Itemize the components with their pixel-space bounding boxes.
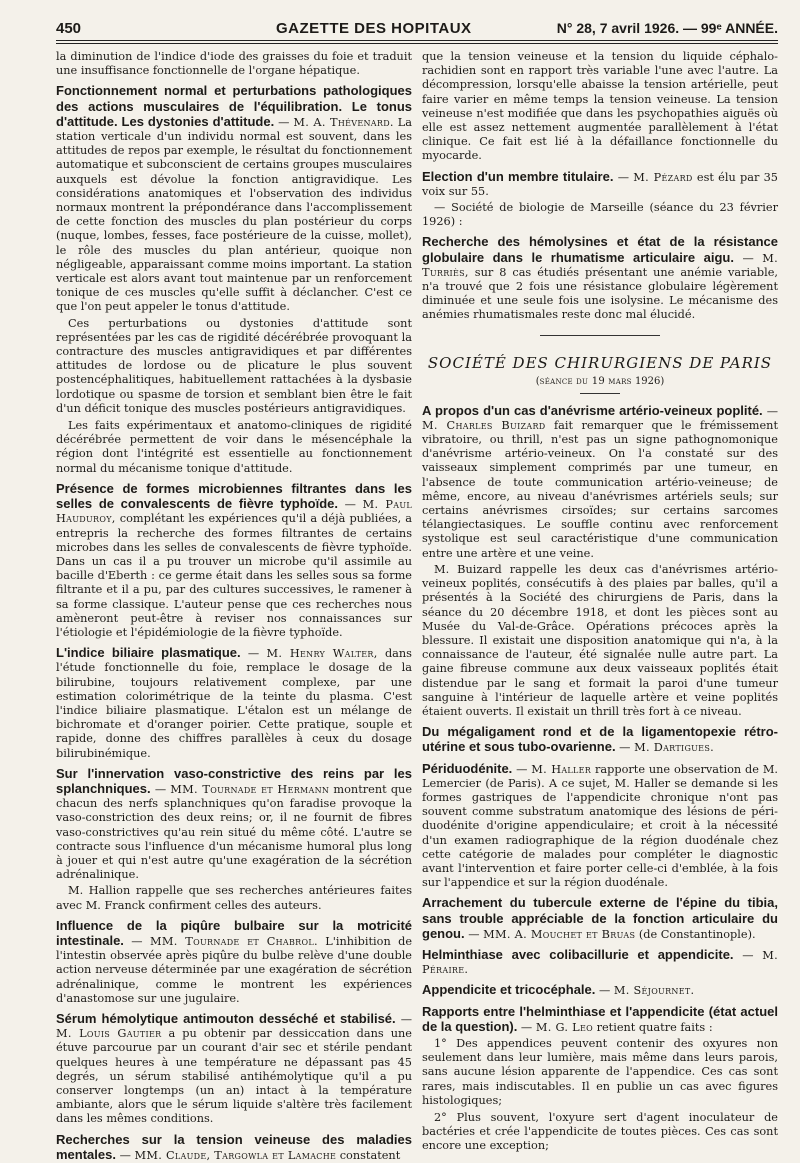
issue-info: N° 28, 7 avril 1926. — 99ᵉ ANNÉE. (556, 20, 778, 36)
subtitle-open: ( (535, 375, 540, 387)
section-title: SOCIÉTÉ DES CHIRURGIENS DE PARIS (427, 353, 773, 372)
article: Sur l'innervation vaso-constrictive des reins par les splanchniques. — MM. Tournade et Hermann montrent que chacun des nerfs splanchniques qu'on faradise provoque la vaso-constriction des deux reins; or, il ne fournit de fibres vaso-constrictives qu'au rein situé du même côté. L'autre se contracte sous l'influence d'un mécanisme humoral plus long à jouer et qui n'est autre qu'une exagération de la sécrétion adrénalinique. (56, 765, 413, 882)
article-title: Présence de formes microbiennes filtrantes dans les selles de convalescents de fièvre typhoïde. (56, 480, 412, 512)
article-text: rapporte une observation de M. Lemercier (de Paris). A ce sujet, M. Haller se demande si les formes gastriques de l'appendicite chronique n'ont pas souvent comme substratum anatomique des lésions de péri-duodénite d'origine appendiculaire; et croit à la nécessité d'un examen radiographique de la région duodénale chez cette catégorie de malades pour compléter le diagnostic avant l'intervention et faire porter celle-ci d'emblée, à la fois sur l'appendice et sur la région duodénale. (422, 762, 778, 890)
paragraph: M. Hallion rappelle que ses recherches antérieures faites avec M. Franck confirment celles des auteurs. (56, 884, 412, 912)
article-text: (de Constantinople). (638, 927, 756, 941)
paragraph: que la tension veineuse et la tension du liquide céphalo-rachidien sont en rapport très variable l'une avec l'autre. La décompression, lorsqu'elle abaisse la tension artérielle, peut faire varier en même temps la tension veineuse. La tension veineuse n'est modifiée que dans les psychopathies aiguës où elle est assez nettement augmentée parallèlement à l'état clinique. Ce fait est lié à la défaillance fonctionnelle du myocarde. (422, 50, 778, 163)
paragraph: Les faits expérimentaux et anatomo-cliniques de rigidité décérébrée permettent de voir dans le mésencéphale la région dont l'intégrité est essentielle au fonctionnement normal du mécanisme tonique d'attitude. (56, 419, 412, 475)
paragraph: la diminution de l'indice d'iode des graisses du foie et traduit une insuffisance fonctionnelle de l'organe hépatique. (56, 50, 412, 78)
article-author: M. Péraire. (422, 948, 778, 977)
article-title: Arrachement du tubercule externe de l'épine du tibia, sans trouble appréciable de la fonction articulaire du genou. (422, 895, 778, 941)
article: Rapports entre l'helminthiase et l'appendicite (état actuel de la question). — M. G. Leo retient quatre faits : (422, 1003, 778, 1034)
section-divider-short (580, 393, 620, 394)
article-title: Périduodénite. (422, 760, 513, 776)
article-author: MM. Claude, Targowla et Lamache (134, 1148, 337, 1162)
article-author: M. A. Thévenard. (293, 115, 394, 129)
article-text: sur 8 cas étudiés présentant une anémie variable, n'a trouvé que 2 fois une résistance globulaire légèrement diminuée et une seule fois une isolysine. Le mécanisme des anémies rhumatismales reste donc mal élucidé. (422, 265, 778, 322)
society-line: — Société de biologie de Marseille (séance du 23 février 1926) : (422, 201, 778, 229)
article-text: dans l'étude fonctionnelle du foie, remplace le dosage de la bilirubine, toujours relativement complexe, par une estimation colorimétrique de la teinte du plasma. C'est l'indice biliaire plasmatique. L'étalon est un mélange de bichromate et d'oranger poirier. Cette pratique, souple et rapide, donne des chiffres parallèles à ceux du dosage bilirubinémique. (56, 647, 412, 760)
article: Helminthiase avec colibacillurie et appendicite. — M. Péraire. (422, 946, 778, 977)
article-author: M. G. Leo (535, 1020, 593, 1034)
article-text: fait remarquer que le frémissement vibratoire, ou thrill, n'est pas un signe pathognomonique d'anévrisme artério-veineux. On l'a constaté sur des vaisseaux simplement comprimés par une tumeur, en l'absence de toute communication artério-veineuse; de même, encore, au niveau d'anévrismes artériels seuls; sur certains anévrismes cirsoïdes; sur certains sarcomes télangiectasiques. Le souffle continu avec renforcement systolique est seul caractéristique d'une communication entre une artère et une veine. (422, 418, 778, 560)
paragraph: Ces perturbations ou dystonies d'attitude sont représentées par les cas de rigidité décérébrée provoquant la contracture des muscles antigravidiques et par différentes attitudes de lordose ou de plicature le plus souvent postencéphalitiques, habituellement rattachées à la dysbasie lordotique ou spasme de torsion et semblant bien être le fait d'un déficit tonique des muscles postérieurs antigravidiques. (56, 316, 412, 415)
article-title: Appendicite et tricocéphale. (422, 982, 596, 998)
article: Recherches sur la tension veineuse des maladies mentales. — MM. Claude, Targowla et Lamache constatent (56, 1131, 412, 1162)
article-text: a pu obtenir par dessiccation dans une étuve parcourue par un courant d'air sec et stérile pendant quelques heures à une température ne dépassant pas 45 degrés, un sérum stabilisé antihémolytique qu'il a pu conserver longtemps (un an) intact à la température ambiante, alors que le sérum liquide s'altère très facilement dans les mêmes conditions. (56, 1027, 412, 1126)
article-title: Fonctionnement normal et perturbations pathologiques des actions musculaires de l'équilibration. Le tonus d'attitude. Les dystonies d'attitude. (56, 83, 412, 129)
article-title: L'indice biliaire plasmatique. (56, 645, 241, 661)
paragraph: 2° Plus souvent, l'oxyure sert d'agent inoculateur de bactéries et crée l'appendicite de toutes pièces. Ces cas sont encore une exception; (422, 1111, 778, 1153)
article-title: Recherches sur la tension veineuse des maladies mentales. (56, 1131, 412, 1162)
article: Périduodénite. — M. Haller rapporte une observation de M. Lemercier (de Paris). A ce sujet, M. Haller se demande si les formes gastriques de l'appendicite chronique n'ont pas souvent comme substratum anatomique des lésions de péri-duodénite d'origine appendiculaire; et croit à la nécessité d'un examen radiographique de la région duodénale chez cette catégorie de malades pour compléter le diagnostic avant l'intervention et faire porter celle-ci d'emblée, à la fois sur l'appendice et sur la région duodénale. (422, 760, 778, 890)
article-author: M. Turriès, (422, 251, 779, 279)
article-title: Election d'un membre titulaire. (422, 168, 614, 184)
article-title: A propos d'un cas d'anévrisme artério-veineux poplité. (422, 402, 763, 418)
article-text: est élu par 35 voix sur 55. (422, 170, 778, 198)
article-author: M. Séjournet. (613, 984, 695, 998)
paragraph: M. Buizard rappelle les deux cas d'anévrismes artério-veineux poplités, consécutifs à des plaies par balles, qu'il a présentés à la Société des chirurgiens de Paris, dans la séance du 20 décembre 1918, et dont les pièces sont au Musée du Val-de-Grâce. Opérations précoces après la blessure. Il existait une disposition anatomique qui n'a, à la connaissance de l'auteur, été signalée nulle autre part. La gaine fibreuse commune aux deux vaisseaux poplités était distendue par le sang et formait la paroi d'une tumeur sanguine à l'intérieur de laquelle artère et veine poplités étaient ouverts. Il existait un thrill très fort à ce niveau. (422, 562, 778, 718)
subtitle-seance: séance (539, 375, 573, 387)
article-title: Recherche des hémolysines et état de la résistance globulaire dans le rhumatisme articulaire aigu. (422, 234, 778, 265)
left-column (56, 50, 413, 1162)
article-text: L'inhibition de l'intestin observée après piqûre du bulbe relève d'une double action nerveuse déterminée par une exagération de sécrétion adrénalinique, comme le montrent les expériences d'anastomose sur une jugulaire. (56, 934, 413, 1005)
right-column (422, 50, 779, 1153)
text-columns (56, 50, 779, 1162)
article-author: M. Paul Hauduroy, (56, 498, 412, 526)
article: Présence de formes microbiennes filtrantes dans les selles de convalescents de fièvre typhoïde. — M. Paul Hauduroy, complétant les expériences qu'il a déjà publiées, a entrepris la recherche des formes filtrantes de certains microbes dans les selles de convalescents de fièvre typhoïde. Dans un cas il a pu trouver un microbe qu'il assimile au bacille d'Eberth : ce germe était dans les selles sous sa forme filtrante et il a pu, par des cultures successives, le ramener à sa forme classique. L'auteur pense que ces recherches nous amèneront peut-être à reviser nos connaissances sur l'étiologie et l'épidémiologie de la fièvre typhoïde. (56, 480, 413, 639)
article-title: Sérum hémolytique antimouton desséché et stabilisé. (56, 1011, 396, 1026)
article-author: M. Dartigues. (634, 741, 714, 755)
article: Appendicite et tricocéphale. — M. Séjournet. (422, 982, 695, 998)
article: Arrachement du tubercule externe de l'épine du tibia, sans trouble appréciable de la fonction articulaire du genou. — MM. A. Mouchet et Bruas (de Constantinople). (422, 895, 778, 941)
article: Recherche des hémolysines et état de la résistance globulaire dans le rhumatisme articulaire aigu. — M. Turriès, sur 8 cas étudiés présentant une anémie variable, n'a trouvé que 2 fois une résistance globulaire légèrement diminuée et une seule fois une isolysine. Le mécanisme des anémies rhumatismales reste donc mal élucidé. (422, 234, 779, 322)
article-title: Du mégaligament rond et de la ligamentopexie rétro-utérine et sous tubo-ovarienne. (422, 724, 778, 755)
article-title: Helminthiase avec colibacillurie et appendicite. (422, 946, 734, 962)
article-text: constatent (339, 1148, 401, 1162)
article-text: montrent que chacun des nerfs splanchniques qu'on faradise provoque la vaso-constriction des deux reins; or, il ne fournit de fibres vaso-constrictives qu'au rein situé du même côté. L'autre se contracte sous l'influence d'un mécanisme humoral plus long à jouer et qui n'est autre qu'une exagération de la sécrétion adrénalinique. (56, 782, 413, 882)
subtitle-day: du 19 (576, 375, 606, 387)
article-author: MM. A. Mouchet et Bruas (483, 927, 636, 941)
article-text: retient quatre faits : (596, 1020, 713, 1034)
article-author: M. Henry Walter, (266, 647, 378, 661)
article: Election d'un membre titulaire. — M. Pézard est élu par 35 voix sur 55. (422, 168, 778, 198)
publication-title: GAZETTE DES HOPITAUX (276, 20, 472, 37)
article-author: M. Louis Gautier (56, 1027, 162, 1041)
article: Influence de la piqûre bulbaire sur la motricité intestinale. — MM. Tournade et Chabrol. L'inhibition de l'intestin observée après piqûre du bulbe relève d'une double action nerveuse déterminée par une exagération de sécrétion adrénalinique, comme le montrent les expériences d'anastomose sur une jugulaire. (56, 917, 413, 1005)
article-author: M. Charles Buizard (422, 418, 546, 432)
article-title: Influence de la piqûre bulbaire sur la motricité intestinale. (56, 917, 412, 948)
page-number: 450 (56, 20, 82, 37)
article-author: M. Pézard (633, 170, 693, 184)
article-author: MM. Tournade et Hermann (170, 782, 330, 796)
article-title: Rapports entre l'helminthiase et l'appendicite (état actuel de la question). (422, 1003, 778, 1034)
article-text: complétant les expériences qu'il a déjà publiées, a entrepris la recherche des formes filtrantes de certains microbes dans les selles de convalescents de fièvre typhoïde. Dans un cas il a pu trouver un microbe qu'il assimile au bacille d'Eberth : ce germe était dans les selles sous sa forme filtrante et il a pu, par des cultures successives, le ramener à sa forme classique. L'auteur pense que ces recherches nous amèneront peut-être à reviser nos connaissances sur l'étiologie et l'épidémiologie de la fièvre typhoïde. (56, 512, 413, 639)
paragraph: 1° Des appendices peuvent contenir des oxyures non seulement dans leur lumière, mais même dans leurs parois, sans aucune lésion apparente de l'appendice. Ces cas sont rares, mais indiscutables. Il en publie un cas avec figures histologiques; (422, 1036, 778, 1107)
article: A propos d'un cas d'anévrisme artério-veineux poplité. — M. Charles Buizard fait remarquer que le frémissement vibratoire, ou thrill, n'est pas un signe pathognomonique d'anévrisme artério-veineux. On l'a constaté sur des vaisseaux simplement comprimés par une tumeur, en l'absence de toute communication artério-veineuse; de même, encore, au niveau d'anévrismes artériels seuls; sur certains anévrismes cirsoïdes; sur certains sarcomes télangiectasiques. Le souffle continu avec renforcement systolique est seul caractéristique d'une communication entre une artère et une veine. (422, 402, 779, 560)
article-title: Sur l'innervation vaso-constrictive des reins par les splanchniques. (56, 765, 412, 796)
article-text: La station verticale d'un individu normal est souvent, dans les attitudes de repos par exemple, le résultat du fonctionnement automatique et subconscient de certains groupes musculaires auxquels est dévolue la fonction antigravidique. Les considérations anatomiques et l'observation des individus normaux montrent la prépondérance dans l'accomplissement de cette fonction des muscles du plan postérieur du corps (nuque, lombes, fesses, face postérieure de la cuisse, mollet), le rôle des muscles du plan antérieur, quoique non négligeable, apparaissant comme moins important. La station verticale est alors avant tout maintenue par un renforcement tonique de ces muscles qu'elle suffit à déclancher. C'est ce que l'on peut appeler le tonus d'attitude. (56, 115, 413, 314)
section-divider (540, 335, 660, 336)
article-author: MM. Tournade et Chabrol. (149, 934, 318, 948)
article: Du mégaligament rond et de la ligamentopexie rétro-utérine et sous tubo-ovarienne. — M. Dartigues. (422, 724, 778, 755)
article-author: M. Haller (531, 762, 592, 776)
article: Sérum hémolytique antimouton desséché et stabilisé. — M. Louis Gautier a pu obtenir par dessiccation dans une étuve parcourue par un courant d'air sec et stérile pendant quelques heures à une température ne dépassant pas 45 degrés, un sérum stabilisé antihémolytique qu'il a pu conserver longtemps (un an) intact à la température ambiante, alors que le sérum liquide s'altère très facilement dans les mêmes conditions. (56, 1011, 412, 1126)
header-rule (56, 40, 778, 44)
article: Fonctionnement normal et perturbations pathologiques des actions musculaires de l'équilibration. Le tonus d'attitude. Les dystonies d'attitude. — M. A. Thévenard. La station verticale d'un individu normal est souvent, dans les attitudes de repos par exemple, le résultat du fonctionnement automatique et subconscient de certains groupes musculaires auxquels est dévolue la fonction antigravidique. Les considérations anatomiques et l'observation des individus normaux montrent la prépondérance dans l'accomplissement de cette fonction des muscles du plan postérieur du corps (nuque, lombes, fesses, face postérieure de la cuisse, mollet), le rôle des muscles du plan antérieur, quoique non négligeable, apparaissant comme moins important. La station verticale est alors avant tout maintenue par un renforcement tonique de ces muscles qu'elle suffit à déclancher. C'est ce que l'on peut appeler le tonus d'attitude. (56, 83, 413, 314)
subtitle-month: mars (608, 375, 632, 387)
subtitle-year: 1926) (634, 375, 665, 387)
article: L'indice biliaire plasmatique. — M. Henry Walter, dans l'étude fonctionnelle du foie, remplace le dosage de la bilirubine, toujours relativement complexe, par une estimation colorimétrique de la teinte du plasma. C'est l'indice biliaire plasmatique. L'étalon est un mélange de bichromate et d'oranger poirier. Cette pratique, souple et rapide, donne des chiffres parallèles à ceux du dosage bilirubinémique. (56, 645, 412, 760)
section-subtitle (422, 376, 778, 387)
